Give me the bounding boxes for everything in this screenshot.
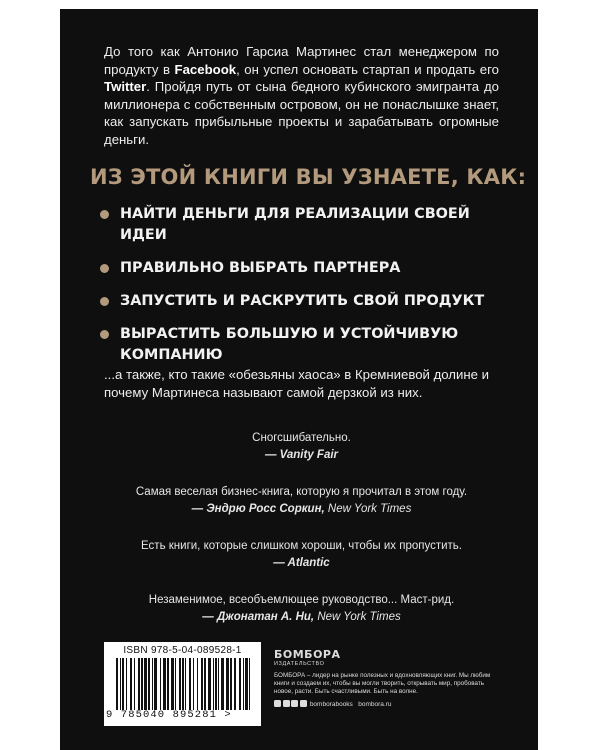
learn-headline: ИЗ ЭТОЙ КНИГИ ВЫ УЗНАЕТЕ, КАК: (90, 165, 527, 189)
list-item: ПРАВИЛЬНО ВЫБРАТЬ ПАРТНЕРА (98, 258, 518, 279)
list-item: ВЫРАСТИТЬ БОЛЬШУЮ И УСТОЙЧИВУЮ КОМПАНИЮ (98, 324, 518, 366)
social-icon (300, 700, 307, 707)
quote-text: Самая веселая бизнес-книга, которую я прочитал в этом году. (135, 486, 468, 498)
review-quotes (104, 431, 499, 647)
quote-source: New York Times (327, 503, 412, 515)
quote-text: Есть книги, которые слишком хороши, чтобы их пропустить. (141, 540, 462, 552)
bullet-dot-icon (100, 297, 109, 306)
list-item: НАЙТИ ДЕНЬГИ ДЛЯ РЕАЛИЗАЦИИ СВОЕЙ ИДЕИ (98, 204, 518, 246)
isbn-label: ISBN 978-5-04-089528-1 (123, 645, 242, 656)
review-quote (104, 485, 499, 517)
bullet-dot-icon (100, 330, 109, 339)
quote-attribution: — Джонатан А. Ни, New York Times (202, 611, 401, 623)
list-item: ЗАПУСТИТЬ И РАСКРУТИТЬ СВОЙ ПРОДУКТ (98, 291, 518, 312)
social-icon (291, 700, 298, 707)
publisher-description: БОМБОРА – лидер на рынке полезных и вдохновляющих книг. Мы любим книги и создаем их, чтобы вы могли творить, открывать мир, пробовать новое, расти. Быть счастливыми. Быть на волне. (274, 672, 491, 696)
quote-text: Сногсшибательно. (252, 432, 351, 444)
review-quote (104, 539, 499, 571)
publisher-block (274, 649, 504, 709)
social-icon (283, 700, 290, 707)
barcode-digits: 9 785040 895281 > (106, 709, 232, 721)
quote-source: New York Times (317, 611, 401, 623)
publisher-subtitle: ИЗДАТЕЛЬСТВО (274, 661, 325, 667)
social-icon (274, 700, 281, 707)
also-paragraph: ...а также, кто такие «обезьяны хаоса» в Кремниевой долине и почему Мартинеса называют самой дерзкой из них. (104, 367, 490, 400)
bullet-dot-icon (100, 264, 109, 273)
bullet-dot-icon (100, 210, 109, 219)
review-quote (104, 431, 499, 463)
quote-attribution: — Atlantic (273, 557, 330, 569)
twitter-mention: Twitter (104, 79, 147, 95)
intro-paragraph: До того как Антонио Гарсиа Мартинес стал менеджером по продукту в Facebook, он успел основать стартап и продать его Twitter. Пройдя путь от сына бедного кубинского эмигранта до миллионера с собственным островом, он не понаслышке знает, как запускать прибыльные проекты и зарабатывать огромные деньги. (104, 44, 500, 147)
publisher-social (274, 700, 504, 709)
social-handle: bomborabooks (309, 700, 353, 708)
quote-text: Незаменимое, всеобъемлющее руководство... Маст-рид. (148, 594, 455, 606)
learn-list (98, 204, 518, 378)
publisher-logo: БОМБОРА (274, 648, 341, 661)
barcode-icon (116, 658, 252, 710)
isbn-barcode (104, 642, 261, 726)
quote-attribution: — Vanity Fair (264, 449, 339, 461)
review-quote (104, 593, 499, 625)
book-back-cover (60, 9, 538, 750)
quote-attribution: — Эндрю Росс Соркин, New York Times (191, 503, 412, 515)
facebook-mention: Facebook (174, 61, 237, 77)
publisher-website: bombora.ru (358, 700, 392, 708)
